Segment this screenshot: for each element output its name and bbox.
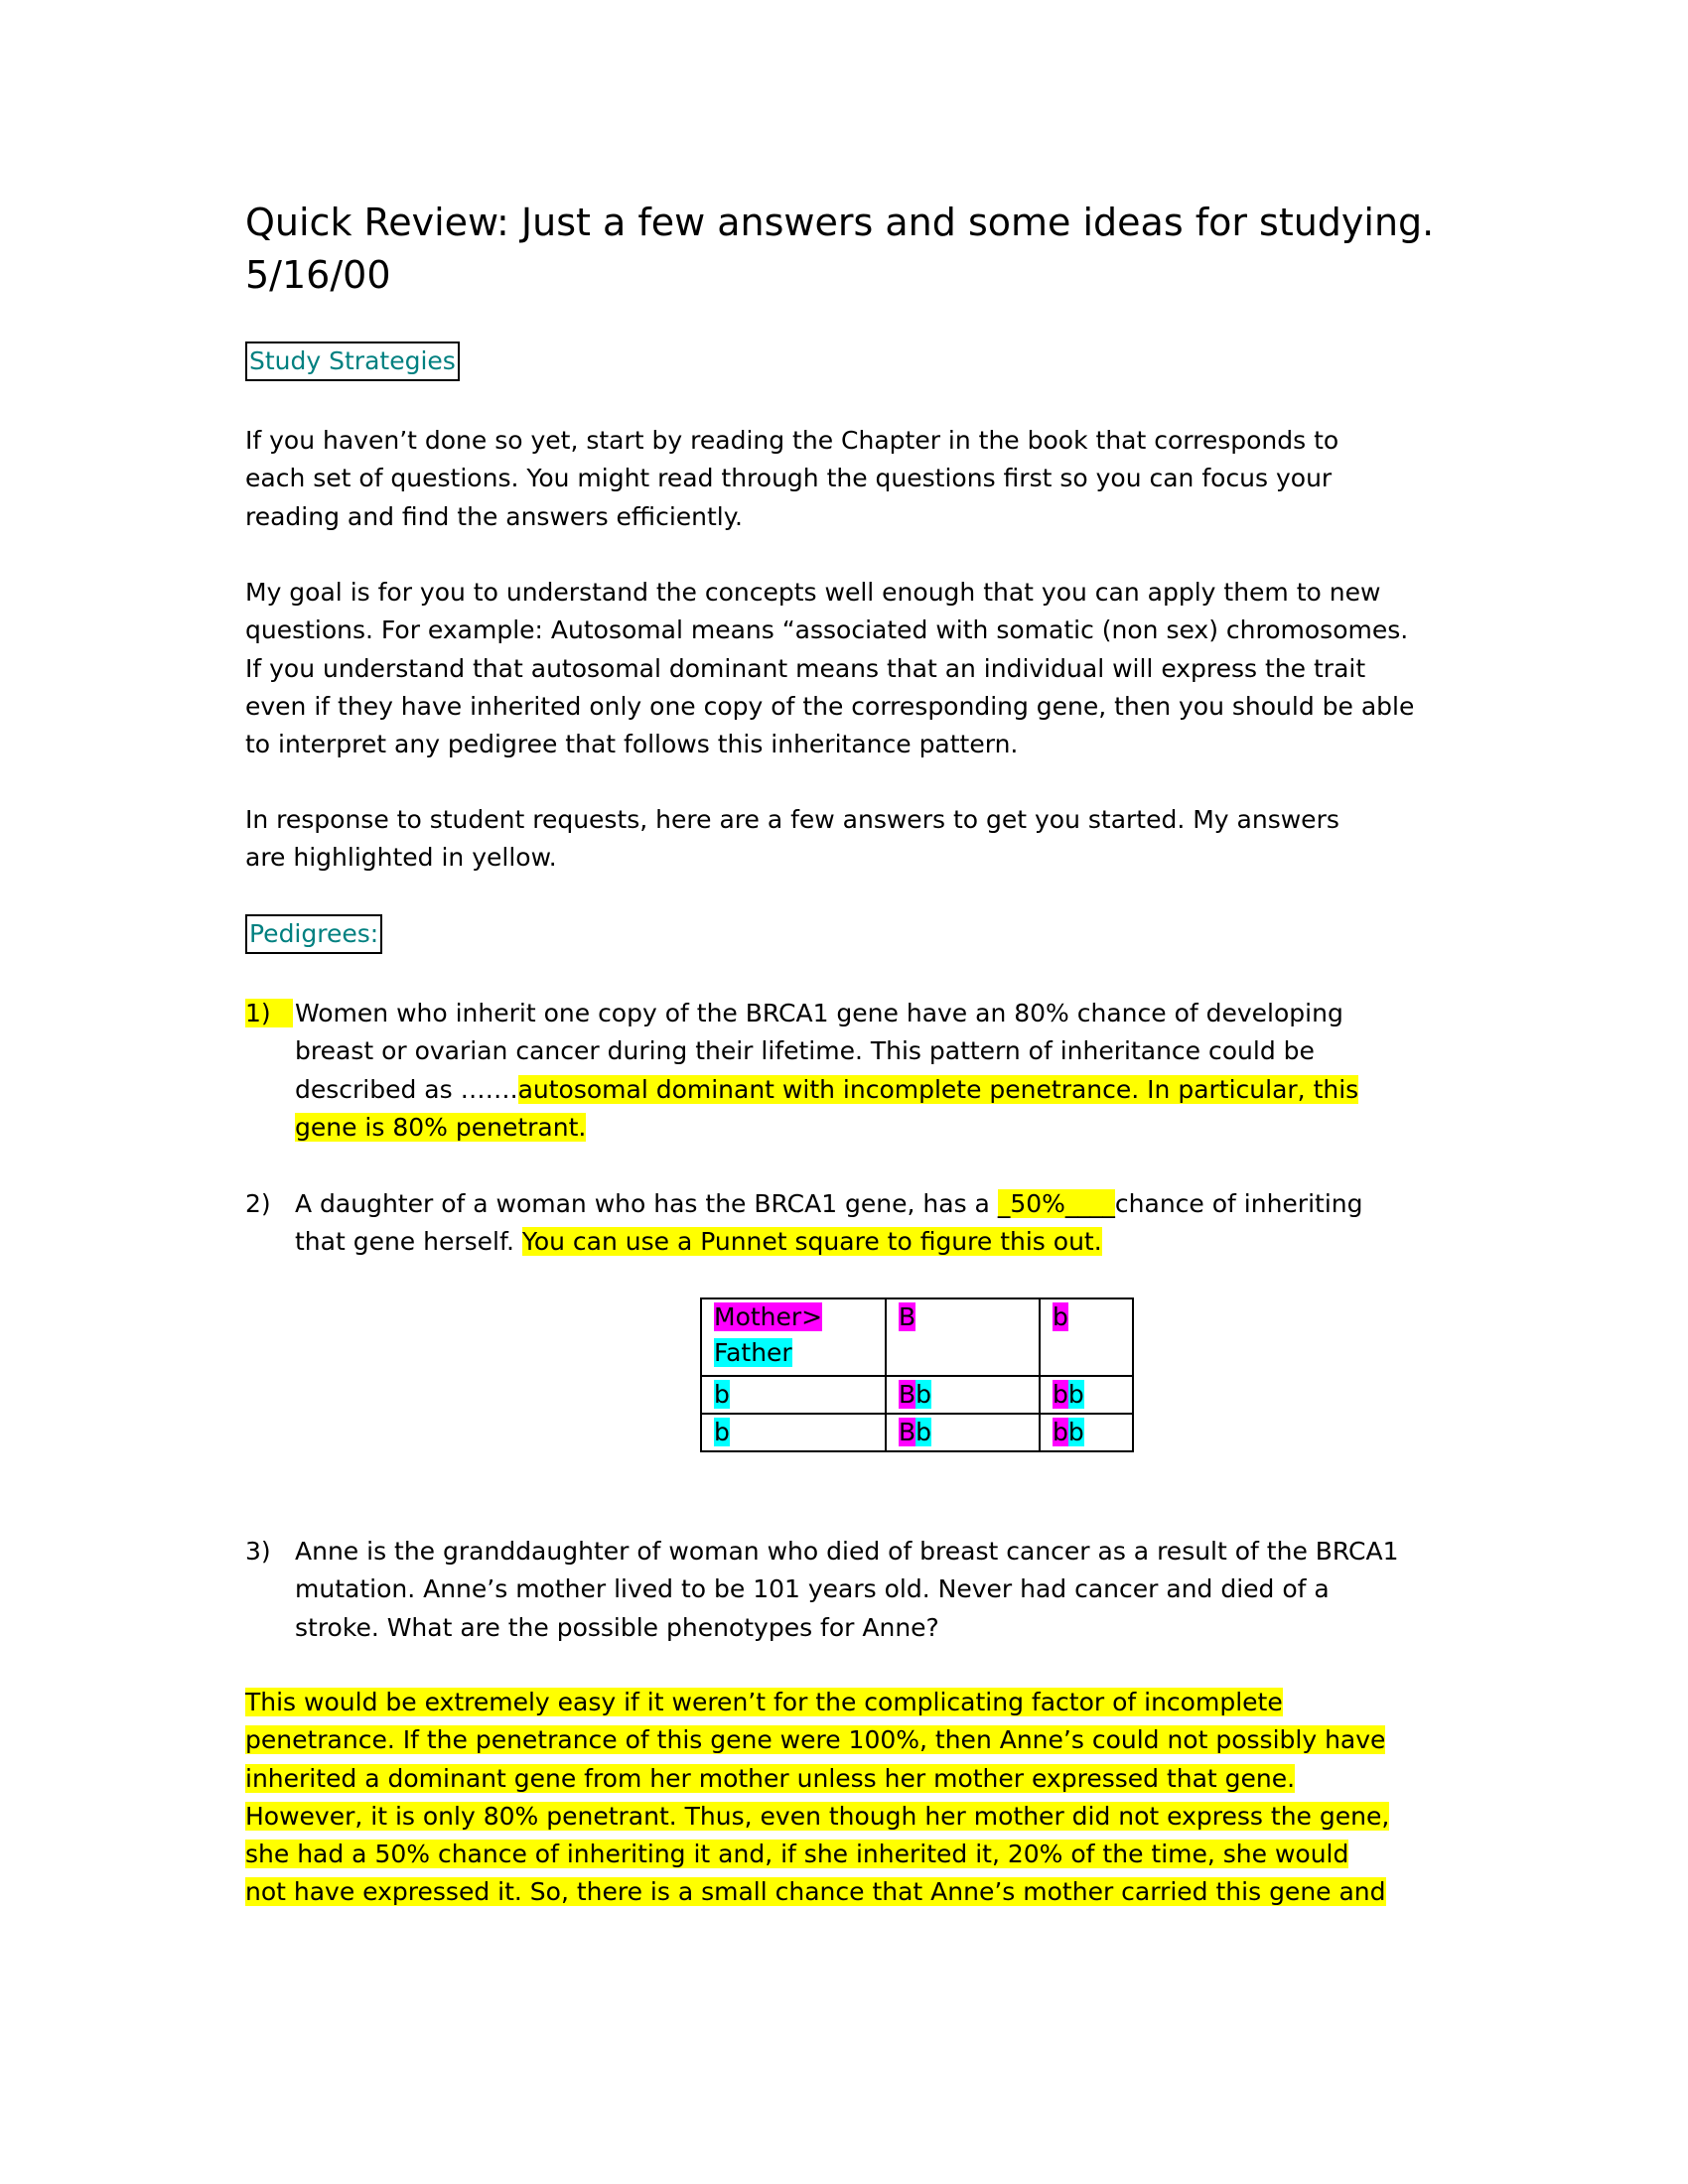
mother-allele: b bbox=[1040, 1298, 1133, 1376]
question-1: Women who inherit one copy of the BRCA1 gene have an 80% chance of developing breast or ovarian cancer during their lifetime. This pattern of inheritance could be described as …….autosomal dominant with incomplete penetrance. In particular, this gene is 80% penetrant. bbox=[295, 999, 1359, 1142]
page-title: Quick Review: Just a few answers and some ideas for studying. 5/16/00 bbox=[245, 197, 1434, 302]
question-1-number: 1) bbox=[245, 995, 293, 1032]
question-2: A daughter of a woman who has the BRCA1 gene, has a _50%____chance of inheriting that gene herself. You can use a Punnet square to figure this out. bbox=[295, 1189, 1363, 1257]
offspring-cell: Bb bbox=[886, 1376, 1040, 1414]
offspring-cell: Bb bbox=[886, 1414, 1040, 1451]
mother-allele: B bbox=[886, 1298, 1040, 1376]
father-allele: b bbox=[701, 1376, 886, 1414]
answer-highlight: autosomal dominant with incomplete penetrance. In particular, this bbox=[517, 1074, 1359, 1104]
date: 5/16/00 bbox=[245, 253, 391, 297]
answer-highlight: _50%____ bbox=[997, 1189, 1115, 1218]
father-allele: b bbox=[701, 1414, 886, 1451]
header-cell: Mother> Father bbox=[701, 1298, 886, 1376]
question-2-number: 2) bbox=[245, 1189, 271, 1218]
answer-3: This would be extremely easy if it weren’t for the complicating factor of incomplete penetrance. If the penetrance of this gene were 100%, then Anne’s could not possibly have inherited a dominant gene from her mother unless her mother expressed that gene. However, it is only 80% penetrant. Thus, even though her mother did not express the gene, she had a 50% chance of inheriting it and, if she inherited it, 20% of the time, she would not have expressed it. So, there is a small chance that Anne’s mother carried this gene and bbox=[245, 1688, 1390, 1907]
offspring-cell: bb bbox=[1040, 1376, 1133, 1414]
answer-highlight: You can use a Punnet square to figure this out. bbox=[521, 1227, 1102, 1257]
answer-highlight: gene is 80% penetrant. bbox=[295, 1112, 587, 1142]
paragraph-2: My goal is for you to understand the concepts well enough that you can apply them to new questions. For example: Autosomal means “associated with somatic (non sex) chromosomes. If you understand that autosomal dominant means that an individual will express the trait even if they have inherited only one copy of the corresponding gene, then you should be able to interpret any pedigree that follows this inheritance pattern. bbox=[245, 578, 1415, 759]
punnett-square bbox=[700, 1297, 1134, 1452]
study-strategies-heading: Study Strategies bbox=[245, 341, 460, 381]
offspring-cell: bb bbox=[1040, 1414, 1133, 1451]
question-3-number: 3) bbox=[245, 1537, 271, 1566]
question-3: Anne is the granddaughter of woman who died of breast cancer as a result of the BRCA1 mutation. Anne’s mother lived to be 101 years old. Never had cancer and died of a stroke. What are the possible phenotypes for Anne? bbox=[295, 1537, 1399, 1642]
paragraph-3: In response to student requests, here are a few answers to get you started. My answers are highlighted in yellow. bbox=[245, 805, 1339, 873]
paragraph-1: If you haven’t done so yet, start by reading the Chapter in the book that corresponds to each set of questions. You might read through the questions first so you can focus your reading and find the answers efficiently. bbox=[245, 426, 1339, 531]
pedigrees-heading: Pedigrees: bbox=[245, 914, 382, 954]
